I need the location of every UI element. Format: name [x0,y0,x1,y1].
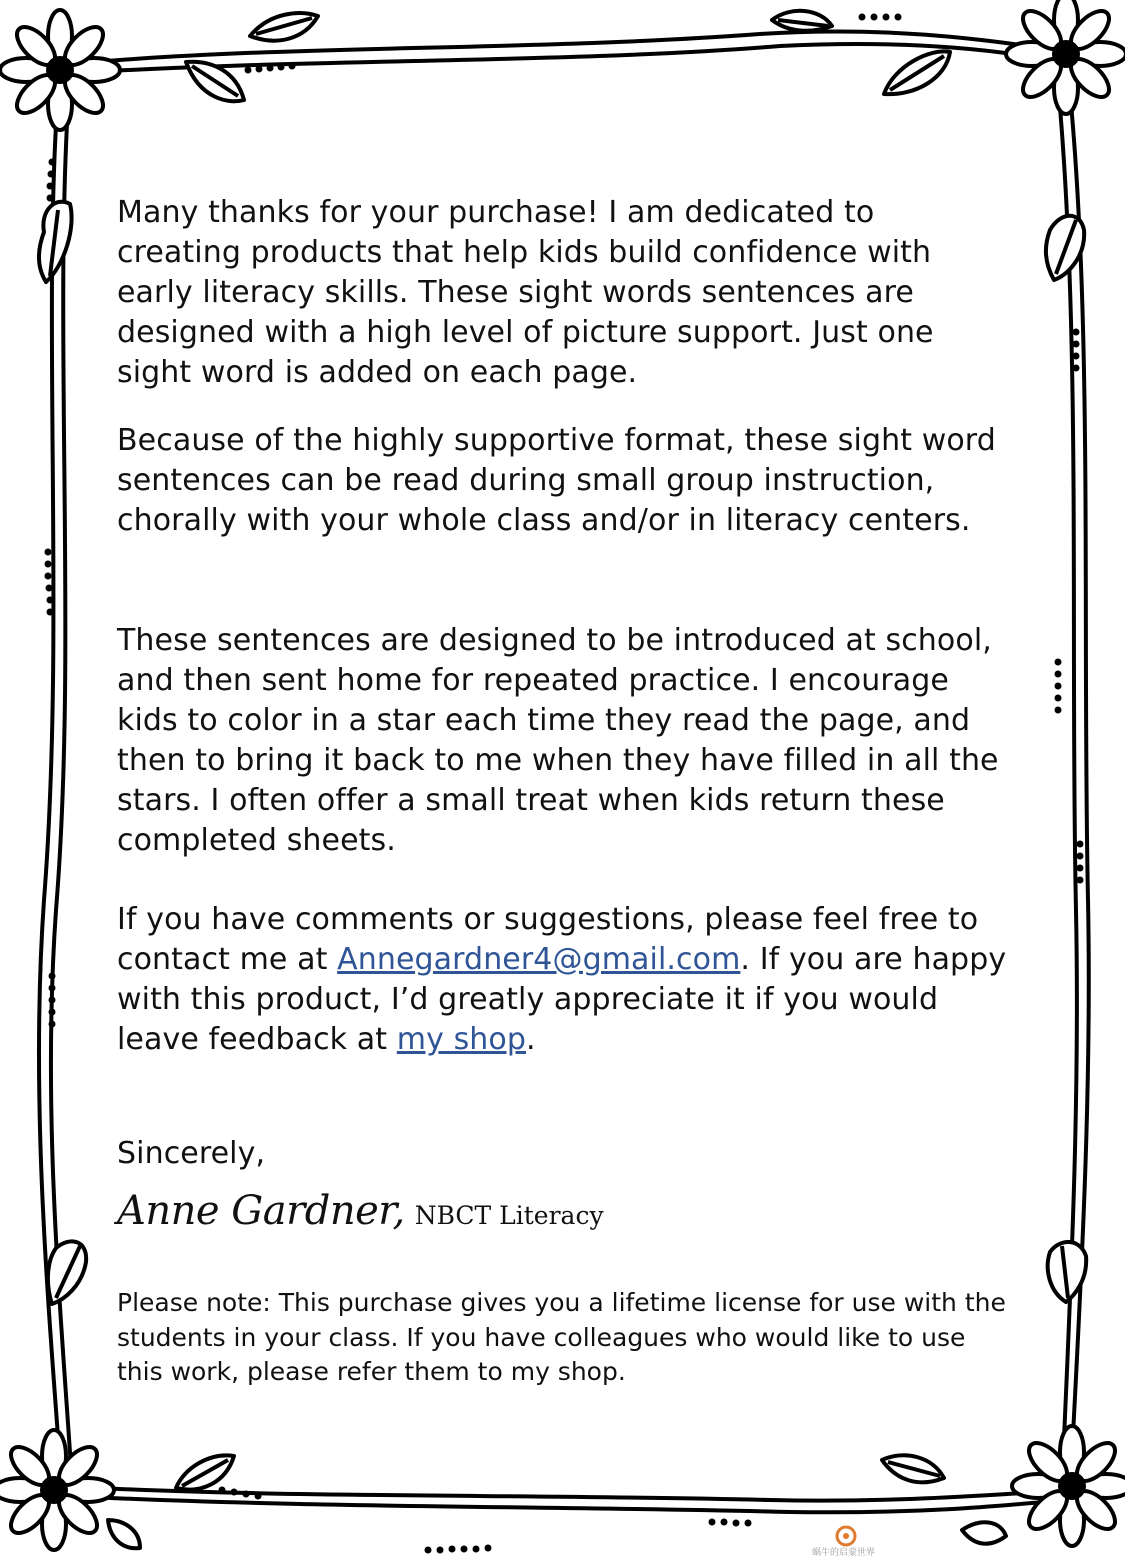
signature-name: Anne Gardner, [117,1188,405,1234]
contact-text: If you have comments or suggestions, please feel free to contact me at [117,902,979,977]
watermark-logo-icon [832,1520,860,1548]
flower-top-left [0,10,120,130]
shop-link[interactable]: my shop [396,1022,527,1057]
signature [117,1188,604,1234]
paragraph-thanks: Many thanks for your purchase! I am dedicated to creating products that help kids build confidence with early literacy skills. These sight words sentences are designed with a high level of picture support. Just one sight word is added on each page. [117,195,934,390]
email-link[interactable]: Annegardner4@gmail.com [337,942,741,977]
signature-title: NBCT Literacy [414,1201,604,1230]
contact-text-2: . If you are happy with this product, I’d greatly appreciate it if you would leave feedback at [117,942,1007,1057]
leaf-bottom-right-2 [962,1522,1006,1543]
paragraph-contact [117,900,1007,1060]
closing: Sincerely, [117,1136,266,1171]
flower-top-right [1006,0,1125,114]
paragraph-practice: These sentences are designed to be introduced at school, and then sent home for repeated practice. I encourage kids to color in a star each time they read the page, and then to bring it back to me when they have filled in all the stars. I often offer a small treat when kids return these completed sheets. [117,623,999,858]
watermark-caption: 蜗牛的启蒙世界 [812,1548,876,1558]
border-bottom-vine [62,1486,1072,1501]
license-note: Please note: This purchase gives you a lifetime license for use with the students in your class. If you have colleagues who would like to use this work, please refer them to my shop. [117,1288,1006,1386]
flower-bottom-left [0,1430,114,1550]
flower-bottom-right [1012,1426,1125,1546]
paragraph-format: Because of the highly supportive format, these sight word sentences can be read during small group instruction, chorally with your whole class and/or in literacy centers. [117,423,996,538]
leaf-bottom-left-2 [108,1520,140,1548]
contact-end: . [526,1022,536,1057]
